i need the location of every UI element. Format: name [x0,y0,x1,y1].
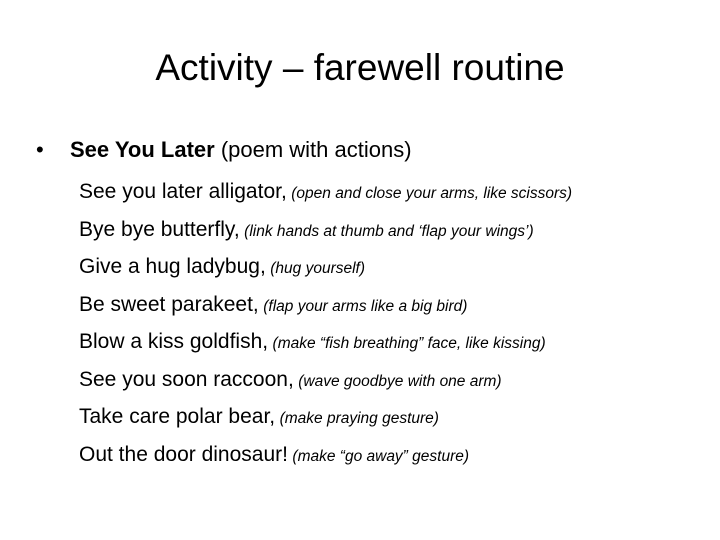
slide-title: Activity – farewell routine [155,47,565,88]
verse-text: See you later alligator, [79,180,287,203]
poem-line [79,248,572,286]
action-text: (link hands at thumb and ‘flap your wings’) [244,222,534,240]
action-text: (hug yourself) [270,260,366,277]
poem-subtitle: (poem with actions) [220,137,412,162]
verse-text: Out the door dinosaur! [79,442,288,466]
poem-title: See You Later [70,137,215,162]
action-text: (open and close your arms, like scissors) [291,185,573,202]
poem-lines [79,173,572,473]
action-text: (make praying gesture) [279,410,439,427]
poem-line [79,173,572,211]
action-text: (make “go away” gesture) [292,447,470,465]
poem-line [79,211,572,249]
action-text: (flap your arms like a big bird) [263,297,468,315]
poem-line [79,323,572,361]
poem-line [79,398,572,436]
action-text: (wave goodbye with one arm) [298,372,502,390]
bullet-marker: • [36,137,44,162]
action-text: (make “fish breathing” face, like kissing) [272,335,546,352]
verse-text: Be sweet parakeet, [79,292,259,316]
poem-line [79,286,572,324]
verse-text: Give a hug ladybug, [79,255,266,278]
bullet-heading-line [36,134,412,166]
verse-text: Bye bye butterfly, [79,217,240,241]
poem-line [79,361,572,399]
verse-text: Take care polar bear, [79,405,276,428]
verse-text: Blow a kiss goldfish, [79,330,269,353]
poem-line [79,436,572,474]
verse-text: See you soon raccoon, [79,367,294,391]
